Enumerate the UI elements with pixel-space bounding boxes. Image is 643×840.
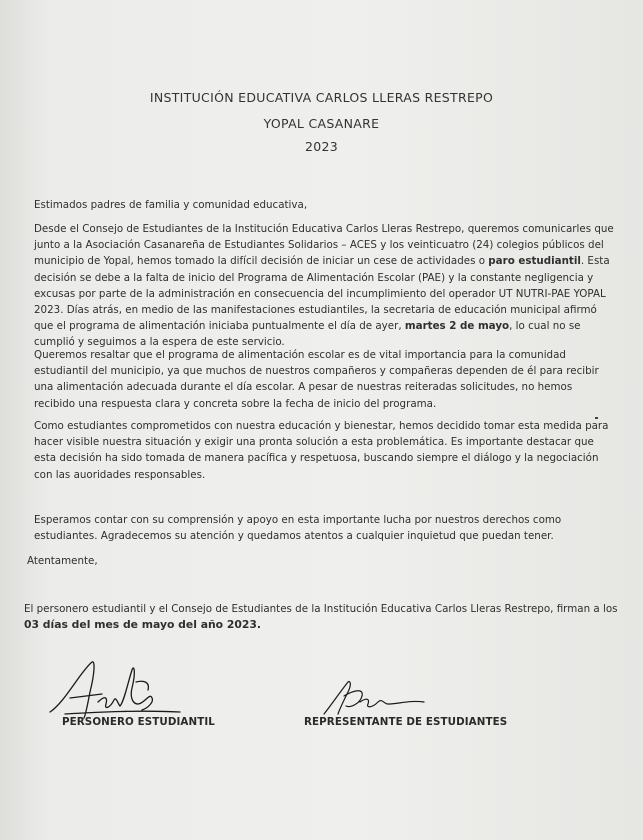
- location-title: YOPAL CASANARE: [263, 116, 380, 131]
- paragraph-1-bold-2: martes 2 de mayo: [404, 320, 510, 333]
- personero-label: PERSONERO ESTUDIANTIL: [62, 716, 215, 728]
- greeting: Estimados padres de familia y comunidad educativa,: [34, 199, 308, 211]
- paragraph-5-part-1: El personero estudiantil y el Consejo de Estudiantes de la Institución Educativa Carlos Lleras Restrepo, firman a los: [24, 603, 618, 615]
- paragraph-5: [24, 601, 624, 633]
- paragraph-1: [34, 221, 614, 351]
- year-title: 2023: [304, 139, 338, 154]
- closing-line: Atentamente,: [27, 555, 98, 567]
- paragraph-5-bold: 03 días del mes de mayo del año 2023.: [24, 618, 261, 632]
- representante-signature: [320, 674, 430, 719]
- paragraph-2: Queremos resaltar que el programa de alimentación escolar es de vital importancia para la comunidad estudiantil del municipio, ya que muchos de nuestros compañeros y compañeras dependen de él para recibir una alimentación adecuada durante el día escolar. A pesar de nuestras reiteradas solicitudes, no hemos recibido una respuesta clara y concreta sobre la fecha de inicio del programa.: [34, 349, 599, 410]
- paragraph-3: Como estudiantes comprometidos con nuestra educación y bienestar, hemos decidido tomar esta medida para hacer visible nuestra situación y exigir una pronta solución a esta problemática. Es importante destacar que esta decisión ha sido tomada de manera pacífica y respetuosa, buscando siempre el diálogo y la negociación con las auoridades responsables.: [34, 420, 609, 481]
- paragraph-1-part-3: , lo cual no se cumplió y seguimos a la espera de este servicio.: [34, 320, 581, 349]
- institution-title: INSTITUCIÓN EDUCATIVA CARLOS LLERAS RESTREPO: [149, 90, 494, 105]
- paragraph-4: Esperamos contar con su comprensión y apoyo en esta importante lucha por nuestros derechos como estudiantes. Agradecemos su atención y quedamos atentos a cualquier inquietud que puedan tener.: [34, 514, 562, 543]
- paragraph-1-bold-1: paro estudiantil: [488, 255, 581, 268]
- paragraph-1-part-1: Desde el Consejo de Estudiantes de la Institución Educativa Carlos Lleras Restrepo, queremos comunicarles que junto a la Asociación Casanareña de Estudiantes Solidarios – ACES y los veinticuatro (24) colegios públicos del municipio de Yopal, hemos tomado la difícil decisión de iniciar un cese de actividades o: [34, 223, 614, 268]
- paragraph-1-part-2: . Esta decisión se debe a la falta de inicio del Programa de Alimentación Escolar (PAE) y la constante negligencia y excusas por parte de la administración en consecuencia del incumplimiento del operador UT NUTRI-PAE YOPAL 2023. Días atrás, en medio de las manifestaciones estudiantiles, la secretaria de educación municipal afirmó que el programa de alimentación iniciaba puntualmente el día de ayer,: [34, 255, 610, 333]
- representante-label: REPRESENTANTE DE ESTUDIANTES: [304, 716, 508, 728]
